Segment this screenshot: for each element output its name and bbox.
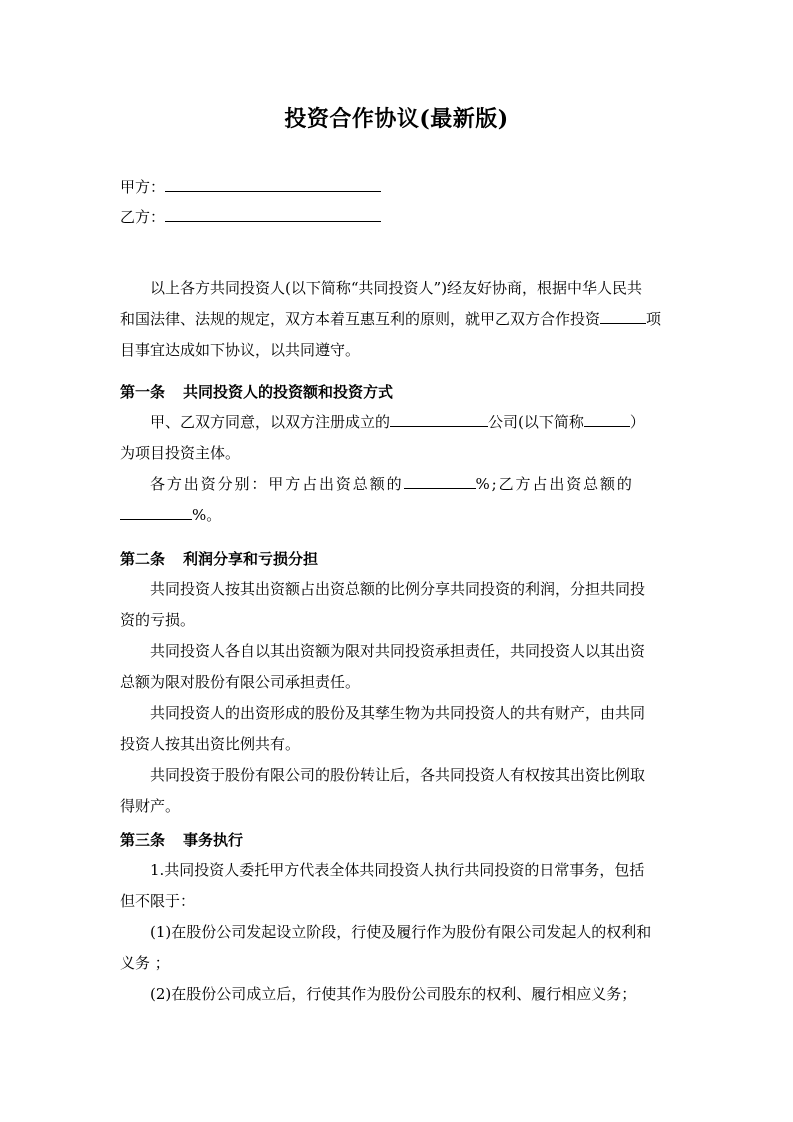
article-1-p1-text: 甲、乙双方同意，以双方注册成立的 <box>150 413 391 431</box>
article-3-body <box>120 855 674 1010</box>
article-1-p2-line-2 <box>120 500 674 531</box>
preamble-line-3: 目事宜达成如下协议，以共同遵守。 <box>120 341 361 359</box>
article-1-number: 第一条 <box>120 383 166 401</box>
preamble-line-2-tail: 项 <box>646 310 662 328</box>
article-1-heading <box>120 382 393 402</box>
article-1-body <box>120 407 674 531</box>
article-1-p2-line-1 <box>120 469 674 500</box>
company-abbr-blank[interactable] <box>584 411 630 427</box>
party-a-line <box>120 176 381 197</box>
party-b-percent-blank[interactable] <box>120 504 192 520</box>
party-b-line <box>120 206 381 227</box>
article-1-p1-close: ） <box>629 413 645 431</box>
preamble-line-1: 以上各方共同投资人(以下简称“共同投资人”)经友好协商，根据中华人民共 <box>150 279 643 297</box>
article-3-heading <box>120 830 243 850</box>
article-2-p4-line-1: 共同投资于股份有限公司的股份转让后，各共同投资人有权按其出资比例取 <box>150 766 646 784</box>
article-1-p2-tail: %。 <box>192 506 222 524</box>
document-title: 投资合作协议(最新版) <box>284 106 509 132</box>
party-a-blank[interactable] <box>165 176 381 192</box>
article-2-p1-line-1: 共同投资人按其出资额占出资总额的比例分享共同投资的利润，分担共同投 <box>150 580 646 598</box>
article-3-number: 第三条 <box>120 831 166 849</box>
article-2-p1-line-2: 资的亏损。 <box>120 611 196 629</box>
preamble-line-2-text: 和国法律、法规的规定，双方本着互惠互利的原则，就甲乙双方合作投资 <box>120 310 601 328</box>
article-2-title: 利润分享和亏损分担 <box>183 550 319 568</box>
company-name-blank[interactable] <box>390 411 488 427</box>
party-b-blank[interactable] <box>165 206 381 222</box>
party-a-label: 甲方： <box>120 178 166 196</box>
article-2-number: 第二条 <box>120 550 166 568</box>
project-blank[interactable] <box>600 308 646 324</box>
party-b-label: 乙方： <box>120 208 166 226</box>
article-3-p3-line-1: (2)在股份公司成立后，行使其作为股份公司股东的权利、履行相应义务； <box>150 985 637 1003</box>
article-3-p1-line-2: 但不限于： <box>120 892 196 910</box>
article-2-p3-line-2: 投资人按其出资比例共有。 <box>120 735 301 753</box>
article-1-p1-mid: 公司(以下简称 <box>488 413 584 431</box>
article-1-p2-text: 各方出资分别：甲方占出资总额的 <box>150 475 404 493</box>
article-2-p4-line-2: 得财产。 <box>120 797 181 815</box>
article-3-p2-line-1: (1)在股份公司发起设立阶段，行使及履行作为股份有限公司发起人的权利和 <box>150 923 652 941</box>
article-3-p2-line-2: 义务 ； <box>120 954 170 972</box>
preamble-paragraph <box>120 273 674 366</box>
article-1-title: 共同投资人的投资额和投资方式 <box>183 383 394 401</box>
article-2-heading <box>120 549 318 569</box>
article-2-p2-line-2: 总额为限对股份有限公司承担责任。 <box>120 673 361 691</box>
article-3-p1-line-1: 1.共同投资人委托甲方代表全体共同投资人执行共同投资的日常事务，包括 <box>150 861 645 879</box>
preamble-line-2 <box>120 304 674 335</box>
party-a-percent-blank[interactable] <box>404 473 476 489</box>
article-2-body <box>120 574 674 822</box>
article-1-p1-line-2: 为项目投资主体。 <box>120 444 241 462</box>
article-3-title: 事务执行 <box>183 831 244 849</box>
article-1-p2-mid: %;乙方占出资总额的 <box>475 475 634 493</box>
article-1-p1-line-1 <box>120 407 674 438</box>
article-2-p3-line-1: 共同投资人的出资形成的股份及其孳生物为共同投资人的共有财产，由共同 <box>150 704 646 722</box>
article-2-p2-line-1: 共同投资人各自以其出资额为限对共同投资承担责任，共同投资人以其出资 <box>150 642 646 660</box>
